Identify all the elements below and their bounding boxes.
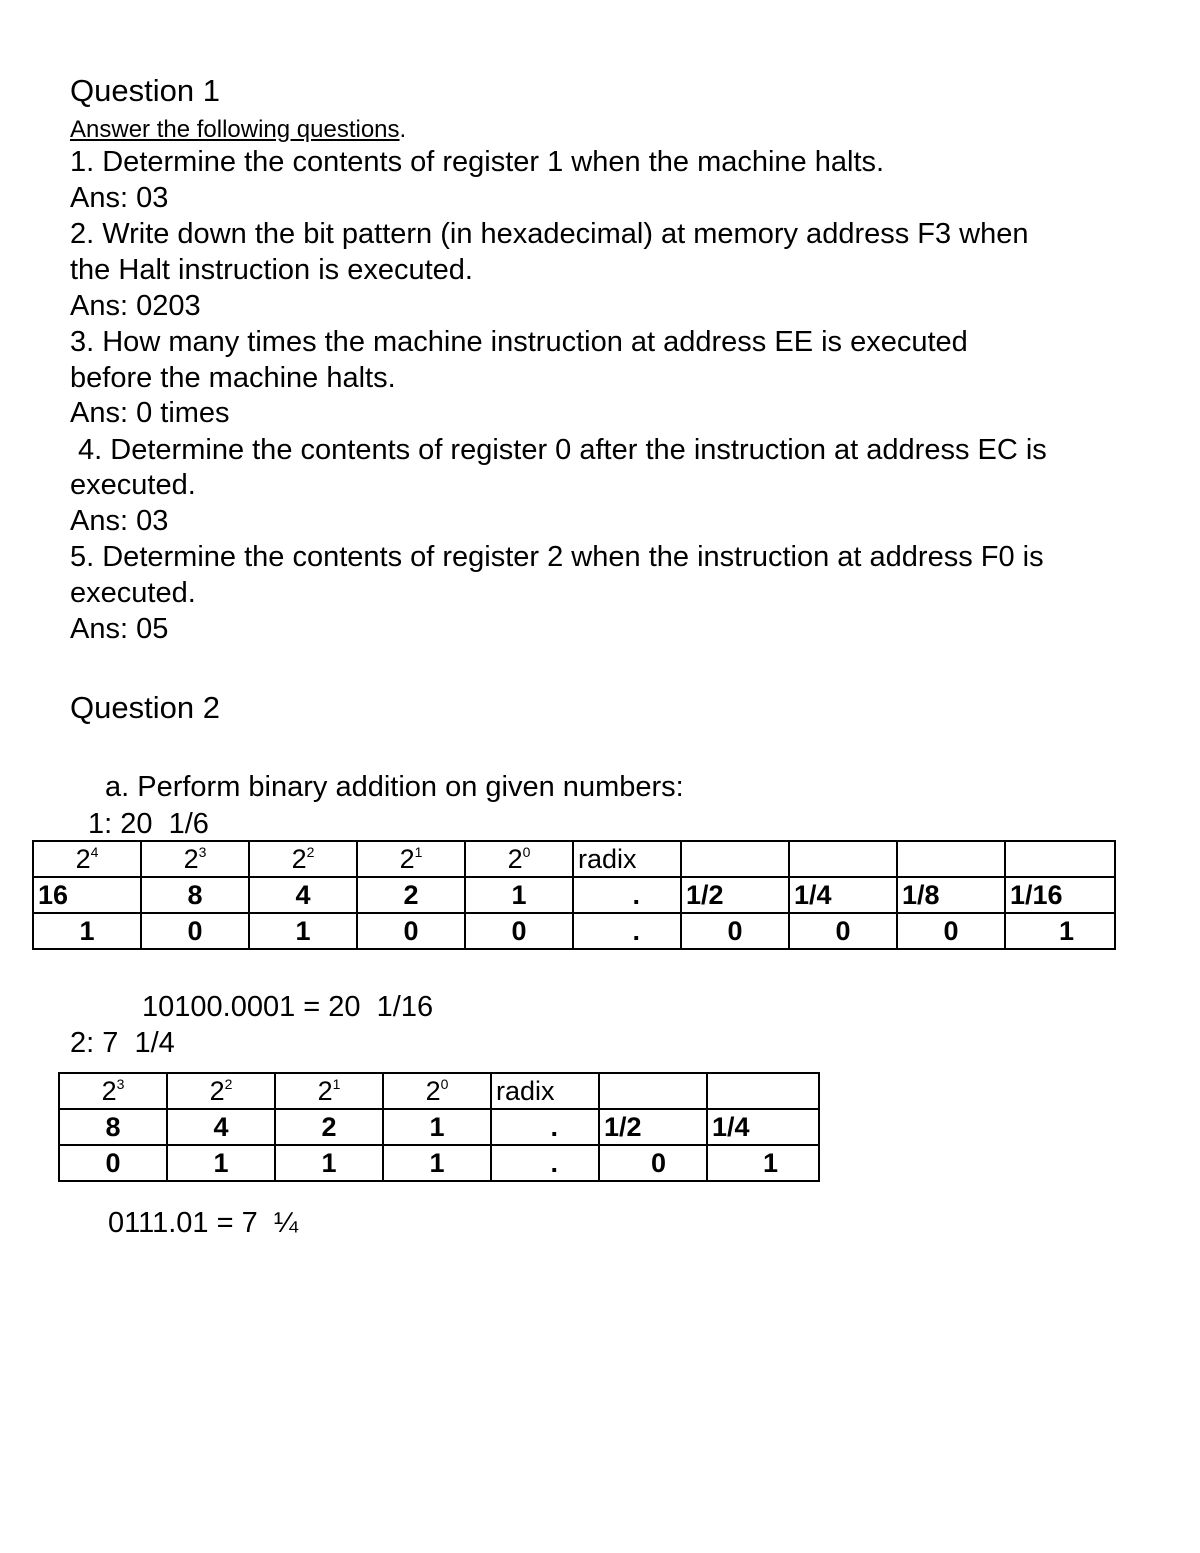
power-base: 2 bbox=[507, 843, 523, 874]
bit-cell: 1 bbox=[1005, 913, 1115, 949]
power-base: 2 bbox=[399, 843, 415, 874]
power-cell bbox=[33, 841, 141, 877]
q1-line: 5. Determine the contents of register 2 when the instruction at address F0 is bbox=[70, 541, 1044, 573]
bit-cell: 0 bbox=[465, 913, 573, 949]
q1-line: 1. Determine the contents of register 1 when the machine halts. bbox=[70, 146, 885, 178]
bit-cell: 0 bbox=[681, 913, 789, 949]
power-exponent: 0 bbox=[522, 843, 531, 860]
q1-line: before the machine halts. bbox=[70, 362, 396, 394]
table-row-place-values bbox=[59, 1109, 819, 1145]
binary-table-2 bbox=[58, 1072, 820, 1182]
bit-cell: 1 bbox=[167, 1145, 275, 1181]
bit-cell: 1 bbox=[707, 1145, 819, 1181]
place-value-cell: 2 bbox=[357, 877, 465, 913]
instructions-period: . bbox=[399, 116, 407, 143]
power-exponent: 3 bbox=[198, 843, 207, 860]
bit-cell: . bbox=[573, 913, 681, 949]
place-value-cell: 1/4 bbox=[789, 877, 897, 913]
bit-cell: . bbox=[491, 1145, 599, 1181]
bit-cell: 0 bbox=[599, 1145, 707, 1181]
q1-line: 2. Write down the bit pattern (in hexadecimal) at memory address F3 when bbox=[70, 218, 1029, 250]
power-base: 2 bbox=[75, 843, 91, 874]
q1-line: 4. Determine the contents of register 0 after the instruction at address EC is bbox=[70, 434, 1047, 466]
bit-cell: 1 bbox=[275, 1145, 383, 1181]
q1-line: executed. bbox=[70, 469, 196, 501]
power-cell bbox=[59, 1073, 167, 1109]
power-exponent: 2 bbox=[224, 1075, 233, 1092]
place-value-cell: 4 bbox=[167, 1109, 275, 1145]
bit-cell: 0 bbox=[59, 1145, 167, 1181]
question-1-heading: Question 1 bbox=[70, 73, 220, 108]
q1-answer: Ans: 03 bbox=[70, 182, 169, 214]
table-row-bits bbox=[59, 1145, 819, 1181]
q1-answer: Ans: 03 bbox=[70, 505, 169, 537]
place-value-cell: 1/16 bbox=[1005, 877, 1115, 913]
item-2-label: 2: 7 1/4 bbox=[70, 1027, 175, 1059]
place-value-cell: 8 bbox=[141, 877, 249, 913]
empty-cell bbox=[707, 1073, 819, 1109]
power-cell bbox=[275, 1073, 383, 1109]
place-value-cell: 8 bbox=[59, 1109, 167, 1145]
q1-line: 3. How many times the machine instruction at address EE is executed bbox=[70, 326, 968, 358]
bit-cell: 0 bbox=[357, 913, 465, 949]
power-base: 2 bbox=[209, 1075, 225, 1106]
place-value-cell: 1/4 bbox=[707, 1109, 819, 1145]
bit-cell: 1 bbox=[249, 913, 357, 949]
power-base: 2 bbox=[317, 1075, 333, 1106]
power-cell bbox=[141, 841, 249, 877]
place-value-cell: 1/2 bbox=[599, 1109, 707, 1145]
power-base: 2 bbox=[183, 843, 199, 874]
q1-line: executed. bbox=[70, 577, 196, 609]
table-row-powers bbox=[33, 841, 1115, 877]
place-value-cell: 1/2 bbox=[681, 877, 789, 913]
table-row-powers bbox=[59, 1073, 819, 1109]
result-1: 10100.0001 = 20 1/16 bbox=[142, 991, 434, 1023]
power-cell bbox=[249, 841, 357, 877]
power-exponent: 1 bbox=[414, 843, 423, 860]
place-value-cell: 4 bbox=[249, 877, 357, 913]
power-cell bbox=[167, 1073, 275, 1109]
power-base: 2 bbox=[101, 1075, 117, 1106]
q1-answer: Ans: 05 bbox=[70, 613, 169, 645]
power-cell bbox=[465, 841, 573, 877]
question-1-instructions bbox=[70, 112, 406, 148]
instructions-text: Answer the following questions bbox=[70, 116, 400, 143]
q1-line: the Halt instruction is executed. bbox=[70, 254, 473, 286]
place-value-cell: 16 bbox=[33, 877, 141, 913]
bit-cell: 0 bbox=[789, 913, 897, 949]
place-value-cell: . bbox=[573, 877, 681, 913]
table-row-place-values bbox=[33, 877, 1115, 913]
place-value-cell: 2 bbox=[275, 1109, 383, 1145]
question-2-heading: Question 2 bbox=[70, 690, 220, 725]
power-exponent: 4 bbox=[90, 843, 99, 860]
place-value-cell: 1 bbox=[383, 1109, 491, 1145]
part-a-prompt: a. Perform binary addition on given numbers: bbox=[105, 771, 684, 803]
place-value-cell: . bbox=[491, 1109, 599, 1145]
binary-table-1 bbox=[32, 840, 1116, 950]
place-value-cell: 1 bbox=[465, 877, 573, 913]
power-cell bbox=[383, 1073, 491, 1109]
table-row-bits bbox=[33, 913, 1115, 949]
item-1-label: 1: 20 1/6 bbox=[88, 808, 209, 840]
empty-cell bbox=[1005, 841, 1115, 877]
radix-label: radix bbox=[491, 1073, 599, 1109]
radix-label: radix bbox=[573, 841, 681, 877]
place-value-cell: 1/8 bbox=[897, 877, 1005, 913]
q1-answer: Ans: 0 times bbox=[70, 397, 230, 429]
power-exponent: 3 bbox=[116, 1075, 125, 1092]
bit-cell: 1 bbox=[383, 1145, 491, 1181]
bit-cell: 0 bbox=[897, 913, 1005, 949]
power-base: 2 bbox=[291, 843, 307, 874]
power-cell bbox=[357, 841, 465, 877]
power-exponent: 2 bbox=[306, 843, 315, 860]
empty-cell bbox=[789, 841, 897, 877]
result-2: 0111.01 = 7 ¼ bbox=[108, 1207, 299, 1239]
empty-cell bbox=[681, 841, 789, 877]
q1-answer: Ans: 0203 bbox=[70, 290, 201, 322]
empty-cell bbox=[599, 1073, 707, 1109]
power-exponent: 0 bbox=[440, 1075, 449, 1092]
empty-cell bbox=[897, 841, 1005, 877]
bit-cell: 0 bbox=[141, 913, 249, 949]
power-base: 2 bbox=[425, 1075, 441, 1106]
power-exponent: 1 bbox=[332, 1075, 341, 1092]
bit-cell: 1 bbox=[33, 913, 141, 949]
